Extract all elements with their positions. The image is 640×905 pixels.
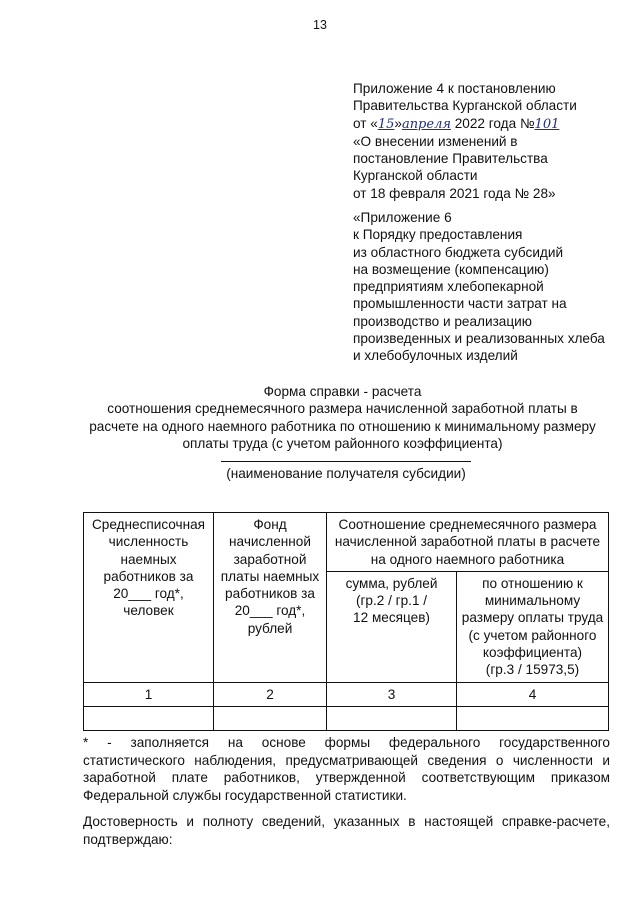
annex-line: предприятиям хлебопекарной	[353, 279, 544, 295]
header-ratio-to-min-wage: по отношению к минимальному размеру оплаты труда (с учетом районного коэффициента) (гр.3 / 15973,5)	[457, 571, 609, 682]
empty-value-cell	[214, 706, 327, 730]
footnote-line: заработной плате работников, утвержденной соответствующим приказом	[83, 770, 610, 786]
annex-line: произведенных и реализованных хлеба	[353, 331, 605, 347]
column-number: 1	[84, 682, 214, 706]
recipient-caption: (наименование получателя субсидии)	[226, 466, 466, 481]
empty-value-cell	[327, 706, 457, 730]
form-title-line: расчете на одного наемного работника по отношению к минимальному размеру	[89, 418, 596, 434]
annex-line: на возмещение (компенсацию)	[353, 261, 549, 277]
appendix-line-2: Правительства Курганской области	[353, 98, 577, 114]
page-number: 13	[313, 18, 327, 32]
appendix-line-6: Курганской области	[353, 168, 478, 184]
annex-line: «Приложение 6	[353, 210, 452, 225]
handwritten-month: апреля	[401, 116, 451, 132]
annex-line: и хлебобулочных изделий	[353, 348, 518, 364]
confirmation-line: подтверждаю:	[83, 831, 173, 847]
column-number: 4	[457, 682, 609, 706]
appendix-line-4: «О внесении изменений в	[353, 133, 518, 149]
form-title	[70, 383, 615, 452]
annex-line: производство и реализацию	[353, 313, 532, 329]
footnote-line: Федеральной службы государственной статистики.	[83, 787, 407, 803]
form-title-line: соотношения среднемесячного размера начисленной заработной платы в	[107, 401, 578, 417]
footnote	[83, 734, 610, 804]
confirmation	[83, 813, 610, 848]
annex-line: к Порядку предоставления	[353, 227, 523, 243]
confirmation-line: Достоверность и полноту сведений, указанных в настоящей справке-расчете,	[83, 814, 610, 829]
annex-line: из областного бюджета субсидий	[353, 244, 564, 260]
header-amount: сумма, рублей (гр.2 / гр.1 / 12 месяцев)	[327, 571, 457, 682]
appendix-line-1: Приложение 4 к постановлению	[353, 81, 556, 96]
column-number: 3	[327, 682, 457, 706]
date-prefix: от «	[353, 115, 378, 131]
appendix-line-7: от 18 февраля 2021 года № 28»	[353, 185, 556, 201]
date-suffix: 2022 года №	[450, 115, 535, 131]
header-wage-fund: Фонд начисленной заработной платы наемных работников за 20___ год*, рублей	[214, 513, 327, 683]
form-title-line: Форма справки - расчета	[263, 384, 422, 399]
date-mid: »	[394, 115, 402, 131]
recipient-name-line	[221, 461, 471, 462]
annex-block	[353, 209, 633, 365]
annex-line: промышленности части затрат на	[353, 296, 567, 312]
appendix-header	[353, 80, 628, 202]
header-ratio: Соотношение среднемесячного размера начисленной заработной платы в расчете на одного наемного работника	[327, 513, 609, 572]
form-title-line: оплаты труда (с учетом районного коэффициента)	[182, 435, 503, 451]
column-number: 2	[214, 682, 327, 706]
calculation-table	[83, 512, 609, 731]
empty-value-cell	[457, 706, 609, 730]
handwritten-day: 15	[377, 116, 395, 132]
footnote-line: * - заполняется на основе формы федерального государственного	[83, 735, 610, 750]
appendix-date-line	[353, 115, 628, 133]
appendix-line-5: постановление Правительства	[353, 151, 548, 167]
footnote-line: статистического наблюдения, предусматривающей сведения о численности и	[83, 752, 610, 768]
empty-value-cell	[84, 706, 214, 730]
handwritten-number: 101	[534, 116, 560, 132]
header-avg-headcount: Среднесписочная численность наемных работников за 20___ год*, человек	[84, 513, 214, 683]
